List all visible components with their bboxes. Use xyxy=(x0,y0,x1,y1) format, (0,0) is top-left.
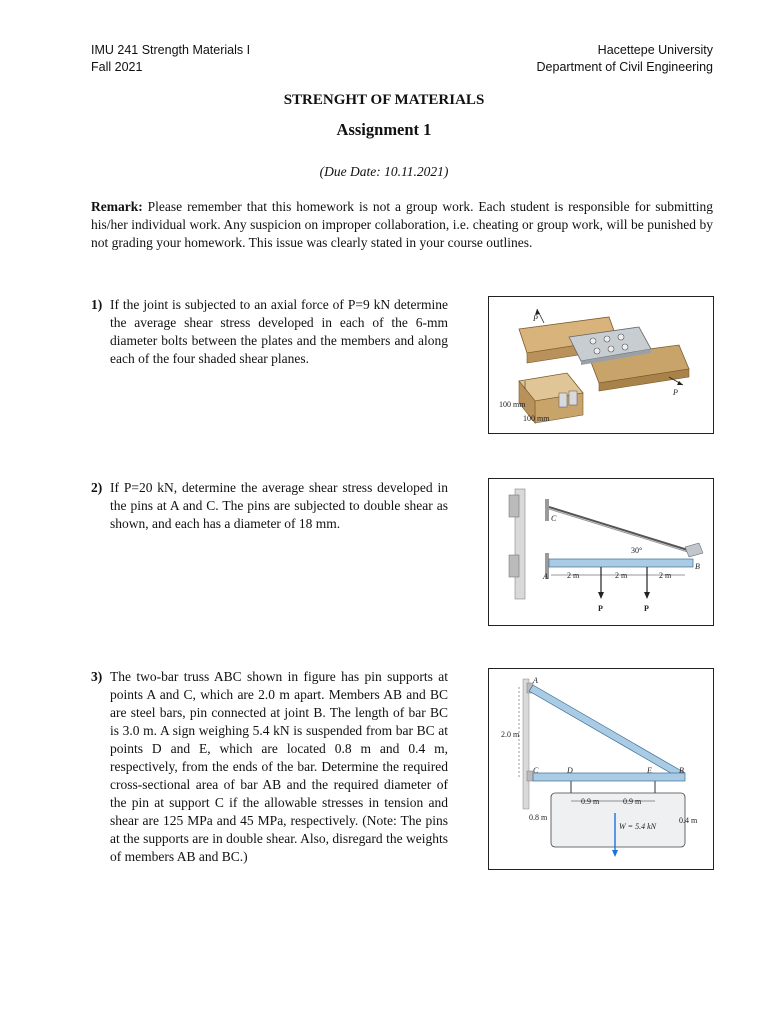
label-right: 0.4 m xyxy=(679,816,698,825)
label-c: C xyxy=(551,514,557,523)
label-d: D xyxy=(567,766,573,775)
label-b: B xyxy=(679,766,684,775)
department-name: Department of Civil Engineering xyxy=(536,60,713,74)
university-name: Hacettepe University xyxy=(597,43,713,57)
question-2 xyxy=(91,479,448,533)
figure-bolted-joint xyxy=(488,296,714,434)
label-seg-1: 2 m xyxy=(567,571,580,580)
label-b: B xyxy=(695,562,700,571)
question-text: The two-bar truss ABC shown in figure has pin supports at points A and C, which are 2.0 m apart. Members AB and BC are steel bars, pin connected at joint B. The length of bar BC is 3.0 m. A sign weighing 5.4 kN is suspended from bar BC at points D and E, which are located 0.8 m and 0.4 m, respectively, from the ends of the bar. Determine the required cross-sectional area of bar AB and the required diameter of the pin at support C if the allowable stresses in tension and shear are 125 MPa and 45 MPa, respectively. (Note: The pins at the supports are in double shear. Also, disregard the weights of members AB and BC.) xyxy=(110,669,448,864)
document-subtitle: Assignment 1 xyxy=(336,120,432,139)
label-weight: W = 5.4 kN xyxy=(619,822,656,831)
two-bar-truss-drawing xyxy=(489,669,713,869)
question-number: 2) xyxy=(91,480,103,495)
label-dim-2: 100 mm xyxy=(523,414,550,423)
remark-paragraph xyxy=(91,198,713,252)
question-text: If P=20 kN, determine the average shear stress developed in the pins at A and C. The pins are subjected to double shear as shown, and each has a diameter of 18 mm. xyxy=(110,480,448,531)
label-seg-3: 2 m xyxy=(659,571,672,580)
question-number: 3) xyxy=(91,669,103,684)
question-text: If the joint is subjected to an axial force of P=9 kN determine the average shear stress developed in each of the 6-mm diameter bolts between the plates and the members and along each of the four shaded shear planes. xyxy=(110,297,448,366)
label-d2: 0.9 m xyxy=(623,797,642,806)
label-height: 2.0 m xyxy=(501,730,520,739)
label-d1: 0.9 m xyxy=(581,797,600,806)
bolted-joint-drawing xyxy=(489,297,713,433)
label-a: A xyxy=(543,572,548,581)
remark-text: Please remember that this homework is not a group work. Each student is responsible for submitting his/her individual work. Any suspicion on improper collaboration, i.e. cheating or group work, will be punished by not grading your homework. This issue was clearly stated in your course outlines. xyxy=(91,199,713,250)
question-1 xyxy=(91,296,448,368)
label-seg-2: 2 m xyxy=(615,571,628,580)
label-p-2: P xyxy=(644,604,649,613)
label-e: E xyxy=(647,766,652,775)
question-number: 1) xyxy=(91,297,103,312)
pinned-beam-drawing xyxy=(489,479,713,625)
header-left xyxy=(91,42,250,76)
label-angle: 30° xyxy=(631,546,643,555)
course-name: IMU 241 Strength Materials I xyxy=(91,43,251,57)
figure-pinned-beam xyxy=(488,478,714,626)
remark-label: Remark: xyxy=(91,199,143,214)
label-p-top: P xyxy=(533,314,538,323)
document-title: STRENGHT OF MATERIALS xyxy=(283,92,485,108)
label-left: 0.8 m xyxy=(529,813,548,822)
term: Fall 2021 xyxy=(91,60,143,74)
label-dim-1: 100 mm xyxy=(499,400,526,409)
header-right xyxy=(537,42,713,76)
label-p-bottom: P xyxy=(673,388,678,397)
label-a: A xyxy=(533,676,538,685)
due-date: (Due Date: 10.11.2021) xyxy=(319,164,449,179)
label-c: C xyxy=(533,766,539,775)
question-3 xyxy=(91,668,448,866)
figure-two-bar-truss xyxy=(488,668,714,870)
label-p-1: P xyxy=(598,604,603,613)
